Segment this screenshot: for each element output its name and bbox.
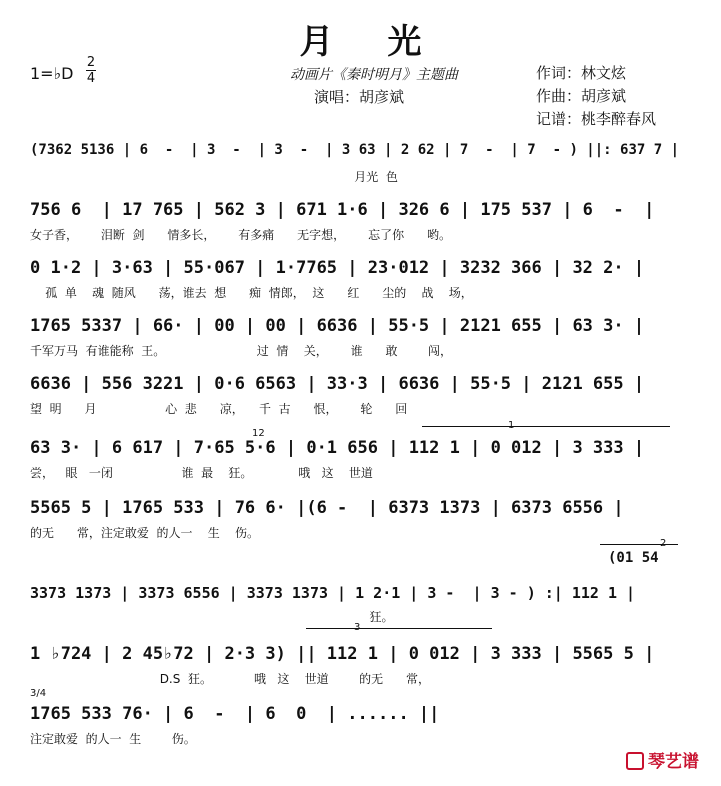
time-signature: [86, 56, 96, 85]
lyrics-line: D.S 狂。 哦 这 世道 的无 常，: [30, 672, 431, 686]
lyrics-line: 狂。: [30, 610, 394, 624]
subtitle: 动画片《秦时明月》主题曲: [290, 67, 458, 83]
triplet-small-mark: 12: [252, 428, 265, 439]
score-title: 月光: [299, 22, 476, 62]
notes-line: 1765 533 76· | 6 - | 6 0 | ...... ||: [30, 704, 440, 724]
volta-2-bracket: [600, 544, 678, 545]
volta-1-bracket: [422, 426, 670, 427]
three-four-mark: 3/4: [30, 688, 47, 699]
time-signature-top: 2: [86, 55, 96, 70]
lyrics-line: 尝， 眼 一闭 谁 最 狂。 哦 这 世道: [30, 466, 373, 480]
lyrics-line: 孤 单 魂 随风 荡，谁去 想 痴 情郎， 这 红 尘的 战 场，: [30, 286, 473, 300]
score-row-2: [30, 200, 685, 242]
score-row-8: [30, 584, 685, 624]
notes-line: 3373 1373 | 3373 6556 | 3373 1373 | 1 2·1 | 3 - | 3 - ) :| 112 1 |: [30, 584, 636, 602]
lyricist: 作词：林文炫: [536, 64, 627, 82]
score-row-9: [30, 622, 685, 686]
lyrics-line: 千军万马 有谁能称 王。 过 情 关， 谁 敢 闯，: [30, 344, 452, 358]
lyrics-line: 的无 常，注定敢爱 的人一 生 伤。: [30, 526, 260, 540]
lyrics-line: 注定敢爱 的人一 生 伤。: [30, 732, 196, 746]
notes-line: 63 3· | 6 617 | 7·65 5·6 | 0·1 656 | 112 1 | 0 012 | 3 333 |: [30, 438, 645, 458]
key-signature: 1=♭D: [30, 64, 74, 83]
volta-1-label: 1: [508, 420, 515, 431]
lyrics-line: 女子香， 泪断 剑 情多长， 有多痛 无字想， 忘了你 哟。: [30, 228, 451, 242]
volta-2-label: 2: [660, 538, 667, 549]
lyrics-line: 月光 色: [30, 170, 398, 184]
score-row-6: [30, 420, 685, 480]
triplet-mark: 3: [354, 622, 361, 633]
notes-line: 1 ♭724 | 2 45♭72 | 2·3 3) || 112 1 | 0 012 | 3 333 | 5565 5 |: [30, 644, 655, 664]
notes-line: 6636 | 556 3221 | 0·6 6563 | 33·3 | 6636 | 55·5 | 2121 655 |: [30, 374, 645, 394]
lyrics-line: 望 明 月 心 悲 凉， 千 古 恨， 轮 回: [30, 402, 408, 416]
volta-2-row: [30, 538, 685, 576]
score-row-5: [30, 374, 685, 416]
score-row-1: [30, 142, 685, 184]
composer: 作曲：胡彦斌: [536, 87, 627, 105]
notes-line: 756 6 | 17 765 | 562 3 | 671 1·6 | 326 6 | 175 537 | 6 - |: [30, 200, 655, 220]
singer: 演唱：胡彦斌: [314, 88, 405, 106]
logo-icon: [626, 752, 644, 770]
triplet-bracket: [306, 628, 492, 629]
score-row-3: [30, 258, 685, 300]
notes-line: 5565 5 | 1765 533 | 76 6· |(6 - | 6373 1373 | 6373 6556 |: [30, 498, 624, 518]
notes-line: 1765 5337 | 66· | 00 | 00 | 6636 | 55·5 | 2121 655 | 63 3· |: [30, 316, 645, 336]
score-row-7: [30, 498, 685, 540]
time-signature-bottom: 4: [86, 71, 96, 86]
logo-text: 琴艺谱: [648, 752, 699, 772]
notes-line: 0 1·2 | 3·63 | 55·067 | 1·7765 | 23·012 | 3232 366 | 32 2· |: [30, 258, 645, 278]
notes-line: (7362 5136 | 6 - | 3 - | 3 - | 3 63 | 2 62 | 7 - | 7 - ) ||: 637 7 |: [30, 142, 680, 158]
score-row-4: [30, 316, 685, 358]
site-logo: [626, 747, 699, 772]
score-row-10: [30, 688, 685, 746]
notes-line: (01 54: [608, 550, 659, 566]
transcriber: 记谱：桃李醉春风: [536, 110, 657, 128]
